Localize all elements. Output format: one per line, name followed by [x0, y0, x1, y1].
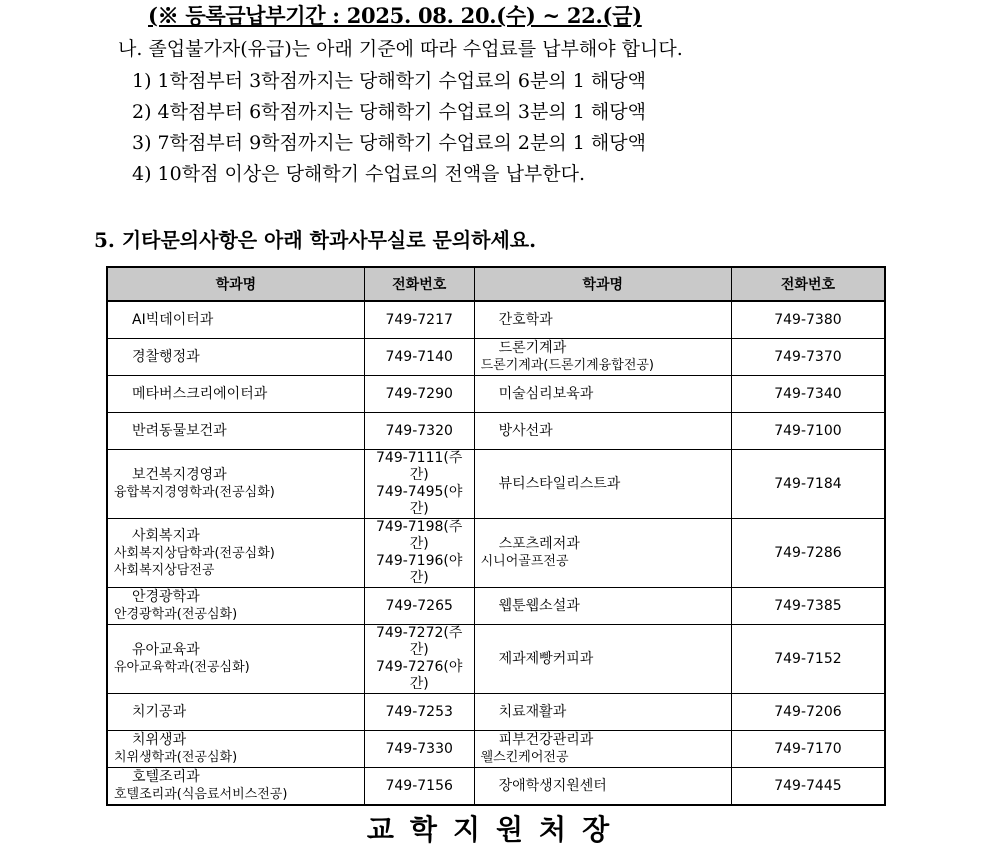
phone-cell: 749-7340 — [731, 376, 885, 413]
dept-name-cell — [474, 768, 731, 806]
phone-cell — [364, 625, 474, 694]
dept-name-cell — [107, 588, 364, 625]
list-item: 4) 10학점 이상은 당해학기 수업료의 전액을 납부한다. — [132, 163, 586, 185]
dept-name: AI빅데이터과 — [132, 311, 214, 328]
phone-cell — [364, 376, 474, 413]
dept-name-cell — [107, 731, 364, 768]
phone-number: 749-7111(주간) — [376, 450, 463, 483]
dept-name: 뷰티스타일리스트과 — [498, 475, 621, 492]
phone-cell: 749-7206 — [731, 694, 885, 731]
payment-deadline: (※ 등록금납부기간 : 2025. 08. 20.(수) ~ 22.(금) — [148, 3, 642, 28]
table-row — [107, 450, 885, 519]
dept-name-cell — [474, 694, 731, 731]
dept-name: 스포츠레저과 — [498, 536, 580, 552]
section-title: 5. 기타문의사항은 아래 학과사무실로 문의하세요. — [94, 228, 537, 252]
tuition-paragraph: 나. 졸업불가자(유급)는 아래 기준에 따라 수업료를 납부해야 합니다. — [118, 38, 683, 60]
table-header-row — [107, 267, 885, 301]
header-dept-name: 학과명 — [107, 267, 364, 301]
phone-cell — [364, 339, 474, 376]
dept-name: 경찰행정과 — [132, 348, 200, 365]
dept-name-cell — [474, 339, 731, 376]
table-row — [107, 519, 885, 588]
dept-name-cell — [107, 625, 364, 694]
dept-name-cell — [474, 588, 731, 625]
phone-number: 749-7276(야간) — [376, 659, 463, 692]
table-row — [107, 588, 885, 625]
phone-cell: 749-7286 — [731, 519, 885, 588]
phone-number: 749-7198(주간) — [376, 519, 463, 552]
phone-cell — [364, 519, 474, 588]
department-phone-table — [106, 266, 886, 806]
dept-name: 호텔조리과(식음료서비스전공) — [114, 787, 288, 802]
dept-name-cell — [474, 376, 731, 413]
dept-name: 사회복지과 — [132, 527, 200, 544]
table-row — [107, 768, 885, 806]
dept-name-cell — [107, 694, 364, 731]
list-item: 1) 1학점부터 3학점까지는 당해학기 수업료의 6분의 1 해당액 — [132, 70, 646, 92]
phone-number: 749-7320 — [385, 422, 453, 439]
dept-name: 시니어골프전공 — [480, 554, 569, 569]
table-row — [107, 731, 885, 768]
dept-name: 메타버스크리에이터과 — [132, 385, 268, 402]
dept-name: 방사선과 — [498, 422, 553, 439]
dept-name: 유아교육학과(전공심화) — [114, 660, 250, 675]
phone-number: 749-7156 — [385, 777, 453, 794]
phone-cell: 749-7184 — [731, 450, 885, 519]
dept-name-cell — [474, 731, 731, 768]
dept-name: 치료재활과 — [498, 703, 567, 720]
phone-cell: 749-7370 — [731, 339, 885, 376]
phone-cell: 749-7385 — [731, 588, 885, 625]
phone-number: 749-7253 — [385, 703, 453, 720]
dept-name: 안경광학과 — [132, 589, 200, 605]
dept-name: 안경광학과(전공심화) — [114, 607, 238, 622]
dept-name-cell — [107, 768, 364, 806]
dept-name: 장애학생지원센터 — [498, 777, 607, 794]
dept-name: 드론기계과(드론기계융합전공) — [480, 358, 655, 373]
phone-number: 749-7265 — [385, 597, 453, 614]
dept-name: 호텔조리과 — [132, 769, 200, 785]
phone-cell — [364, 694, 474, 731]
phone-cell — [364, 301, 474, 339]
dept-name: 제과제빵커피과 — [498, 650, 594, 667]
table-row — [107, 376, 885, 413]
dept-name: 보건복지경영과 — [132, 467, 227, 483]
phone-cell: 749-7170 — [731, 731, 885, 768]
dept-name: 간호학과 — [498, 311, 553, 328]
header-phone: 전화번호 — [364, 267, 474, 301]
phone-number: 749-7330 — [385, 740, 453, 757]
dept-name: 융합복지경영학과(전공심화) — [114, 485, 275, 500]
dept-name: 미술심리보육과 — [498, 385, 594, 402]
dept-name: 사회복지상담학과(전공심화) — [114, 545, 275, 561]
phone-number: 749-7140 — [385, 348, 453, 365]
tuition-criteria-list — [132, 66, 646, 190]
header-phone: 전화번호 — [731, 267, 885, 301]
phone-number: 749-7495(야간) — [376, 484, 463, 517]
dept-name: 사회복지상담전공 — [114, 562, 215, 578]
dept-name-cell — [107, 450, 364, 519]
dept-name: 웹툰웹소설과 — [498, 597, 580, 614]
phone-cell — [364, 731, 474, 768]
phone-cell — [364, 413, 474, 450]
dept-name-cell — [107, 413, 364, 450]
phone-cell: 749-7152 — [731, 625, 885, 694]
list-item: 2) 4학점부터 6학점까지는 당해학기 수업료의 3분의 1 해당액 — [132, 101, 646, 123]
dept-name-cell — [474, 301, 731, 339]
dept-name: 피부건강관리과 — [498, 732, 594, 748]
table-row — [107, 694, 885, 731]
phone-number: 749-7272(주간) — [376, 625, 463, 658]
table-row — [107, 339, 885, 376]
phone-cell: 749-7445 — [731, 768, 885, 806]
phone-cell — [364, 588, 474, 625]
dept-name: 치기공과 — [132, 703, 187, 720]
dept-name: 치위생학과(전공심화) — [114, 750, 238, 765]
table-row — [107, 625, 885, 694]
dept-name-cell — [474, 413, 731, 450]
phone-cell — [364, 450, 474, 519]
header-dept-name: 학과명 — [474, 267, 731, 301]
dept-name: 드론기계과 — [498, 340, 567, 356]
phone-number: 749-7196(야간) — [376, 553, 463, 586]
dept-name-cell — [107, 301, 364, 339]
phone-number: 749-7290 — [385, 385, 453, 402]
dept-name-cell — [107, 376, 364, 413]
phone-cell: 749-7100 — [731, 413, 885, 450]
table-row — [107, 301, 885, 339]
dept-name-cell — [474, 625, 731, 694]
dept-name-cell — [474, 450, 731, 519]
dept-name: 유아교육과 — [132, 642, 200, 658]
table-body — [107, 301, 885, 805]
issuer-signature: 교학지원처장 — [366, 813, 626, 846]
table-row — [107, 413, 885, 450]
list-item: 3) 7학점부터 9학점까지는 당해학기 수업료의 2분의 1 해당액 — [132, 132, 646, 154]
phone-cell: 749-7380 — [731, 301, 885, 339]
dept-name: 치위생과 — [132, 732, 187, 748]
dept-name: 반려동물보건과 — [132, 422, 227, 439]
phone-number: 749-7217 — [385, 311, 453, 328]
dept-name-cell — [107, 339, 364, 376]
dept-name-cell — [474, 519, 731, 588]
phone-cell — [364, 768, 474, 806]
dept-name: 웰스킨케어전공 — [480, 750, 569, 765]
dept-name-cell — [107, 519, 364, 588]
